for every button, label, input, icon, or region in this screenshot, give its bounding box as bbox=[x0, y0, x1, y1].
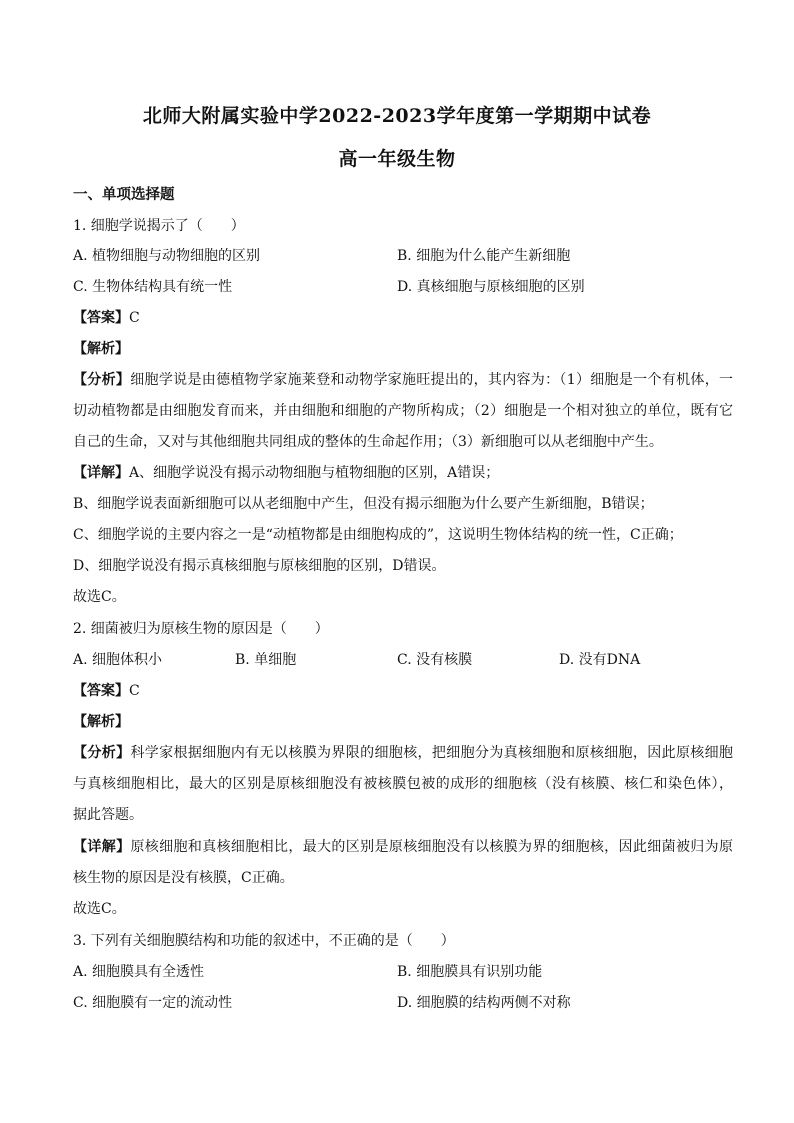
fenxi-tag: 【分析】 bbox=[73, 372, 131, 388]
q2-fenxi-line-2: 与真核细胞相比，最大的区别是原核细胞没有被核膜包被的成形的细胞核（没有核膜、核仁和染色体）， bbox=[73, 776, 733, 792]
q3-option-d: D. 细胞膜的结构两侧不对称 bbox=[397, 995, 571, 1011]
q1-conclusion: 故选C。 bbox=[73, 589, 126, 605]
xiangjie-tag: 【详解】 bbox=[73, 465, 129, 481]
section-heading: 一、单项选择题 bbox=[73, 186, 175, 203]
q1-xiangjie-line-4: D、细胞学说没有揭示真核细胞与原核细胞的区别，D错误。 bbox=[73, 558, 446, 574]
q2-fenxi-line-3: 据此答题。 bbox=[73, 807, 143, 823]
q2-xiangjie-line-2: 核生物的原因是没有核膜，C正确。 bbox=[73, 870, 294, 886]
q2-option-a: A. 细胞体积小 bbox=[73, 652, 163, 668]
fenxi-text: 细胞学说是由德植物学家施莱登和动物学家施旺提出的，其内容为：（1）细胞是一个有机体，一 bbox=[130, 372, 734, 388]
q2-option-d: D. 没有DNA bbox=[559, 652, 641, 668]
q1-xiangjie-line-2: B、细胞学说表面新细胞可以从老细胞中产生，但没有揭示细胞为什么要产生新细胞，B错误； bbox=[73, 496, 654, 512]
q3-option-b: B. 细胞膜具有识别功能 bbox=[397, 964, 543, 980]
answer-tag: 【答案】 bbox=[73, 683, 129, 699]
q1-option-b: B. 细胞为什么能产生新细胞 bbox=[397, 248, 571, 264]
q2-fenxi-line-1 bbox=[73, 742, 733, 762]
q1-fenxi-line-3: 自己的生命，又对与其他细胞共同组成的整体的生命起作用；（3）新细胞可以从老细胞中产生。 bbox=[73, 434, 663, 450]
fenxi-text: 科学家根据细胞内有无以核膜为界限的细胞核，把细胞分为真核细胞和原核细胞，因此原核细胞 bbox=[130, 745, 734, 761]
exam-title: 北师大附属实验中学2022-2023学年度第一学期期中试卷 bbox=[142, 105, 652, 127]
exam-subtitle: 高一年级生物 bbox=[338, 148, 456, 170]
q1-option-d: D. 真核细胞与原核细胞的区别 bbox=[397, 279, 585, 295]
q1-fenxi-line-1 bbox=[73, 369, 733, 389]
q2-answer bbox=[73, 680, 733, 700]
q1-analysis-tag: 【解析】 bbox=[73, 341, 129, 357]
xiangjie-tag: 【详解】 bbox=[73, 839, 131, 855]
q1-option-c: C. 生物体结构具有统一性 bbox=[73, 279, 233, 295]
answer-value: C bbox=[129, 310, 140, 326]
q2-conclusion: 故选C。 bbox=[73, 901, 126, 917]
q3-stem: 3. 下列有关细胞膜结构和功能的叙述中，不正确的是（ ） bbox=[73, 933, 455, 949]
q1-xiangjie-line-1 bbox=[73, 462, 733, 482]
q2-option-b: B. 单细胞 bbox=[235, 652, 297, 668]
q2-xiangjie-line-1 bbox=[73, 836, 733, 856]
q2-stem: 2. 细菌被归为原核生物的原因是（ ） bbox=[73, 621, 329, 637]
q1-fenxi-line-2: 切动植物都是由细胞发育而来，并由细胞和细胞的产物所构成；（2）细胞是一个相对独立的单位，既有它 bbox=[73, 403, 733, 419]
q2-analysis-tag: 【解析】 bbox=[73, 714, 129, 730]
fenxi-tag: 【分析】 bbox=[73, 745, 131, 761]
answer-value: C bbox=[129, 683, 140, 699]
q1-answer bbox=[73, 307, 733, 327]
q3-option-c: C. 细胞膜有一定的流动性 bbox=[73, 995, 233, 1011]
xiangjie-text: A、细胞学说没有揭示动物细胞与植物细胞的区别，A错误； bbox=[129, 465, 500, 481]
q1-stem: 1. 细胞学说揭示了（ ） bbox=[73, 218, 245, 234]
answer-tag: 【答案】 bbox=[73, 310, 129, 326]
q1-xiangjie-line-3: C、细胞学说的主要内容之一是“动植物都是由细胞构成的”，这说明生物体结构的统一性，C正确； bbox=[73, 527, 683, 543]
q1-option-a: A. 植物细胞与动物细胞的区别 bbox=[73, 248, 261, 264]
xiangjie-text: 原核细胞和真核细胞相比，最大的区别是原核细胞没有以核膜为界的细胞核，因此细菌被归为原 bbox=[130, 839, 734, 855]
q3-option-a: A. 细胞膜具有全透性 bbox=[73, 964, 205, 980]
q2-option-c: C. 没有核膜 bbox=[397, 652, 473, 668]
